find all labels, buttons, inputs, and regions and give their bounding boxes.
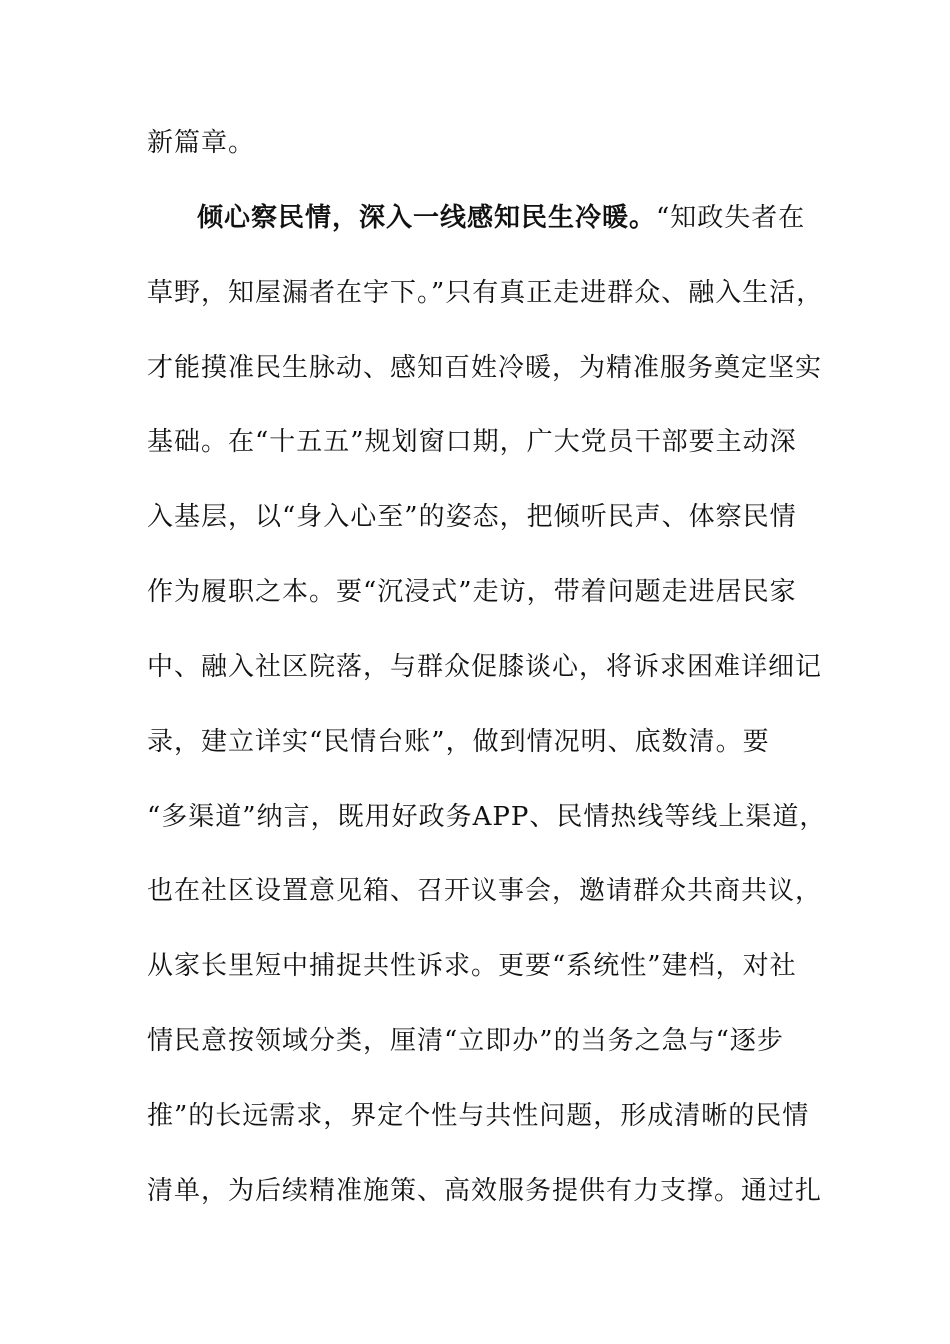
text-line: 也在社区设置意见箱、召开议事会，邀请群众共商共议，	[147, 876, 823, 906]
paragraph-heading: 倾心察民情，深入一线感知民生冷暖。	[197, 203, 657, 233]
text-line: 作为履职之本。要“沉浸式”走访，带着问题走进居民家	[147, 577, 797, 607]
quote-start: “知政失者在	[656, 203, 806, 233]
text-line: 基础。在“十五五”规划窗口期，广大党员干部要主动深	[147, 427, 797, 457]
text-line: 清单，为后续精准施策、高效服务提供有力支撑。通过扎	[147, 1176, 823, 1206]
text-line: 草野，知屋漏者在宇下。”只有真正走进群众、融入生活，	[147, 278, 824, 308]
paragraph-heading-line	[197, 202, 805, 234]
text-line: 中、融入社区院落，与群众促膝谈心，将诉求困难详细记	[147, 652, 823, 682]
text-line: “多渠道”纳言，既用好政务APP、民情热线等线上渠道，	[147, 802, 827, 832]
text-line: 从家长里短中捕捉共性诉求。更要“系统性”建档，对社	[147, 951, 797, 981]
text-line: 入基层，以“身入心至”的姿态，把倾听民声、体察民情	[147, 502, 797, 532]
text-line: 新篇章。	[147, 128, 256, 158]
text-line: 录，建立详实“民情台账”，做到情况明、底数清。要	[147, 727, 770, 757]
text-line: 情民意按领域分类，厘清“立即办”的当务之急与“逐步	[147, 1026, 784, 1056]
text-line: 才能摸准民生脉动、感知百姓冷暖，为精准服务奠定坚实	[147, 353, 823, 383]
text-line: 推”的长远需求，界定个性与共性问题，形成清晰的民情	[147, 1101, 810, 1131]
